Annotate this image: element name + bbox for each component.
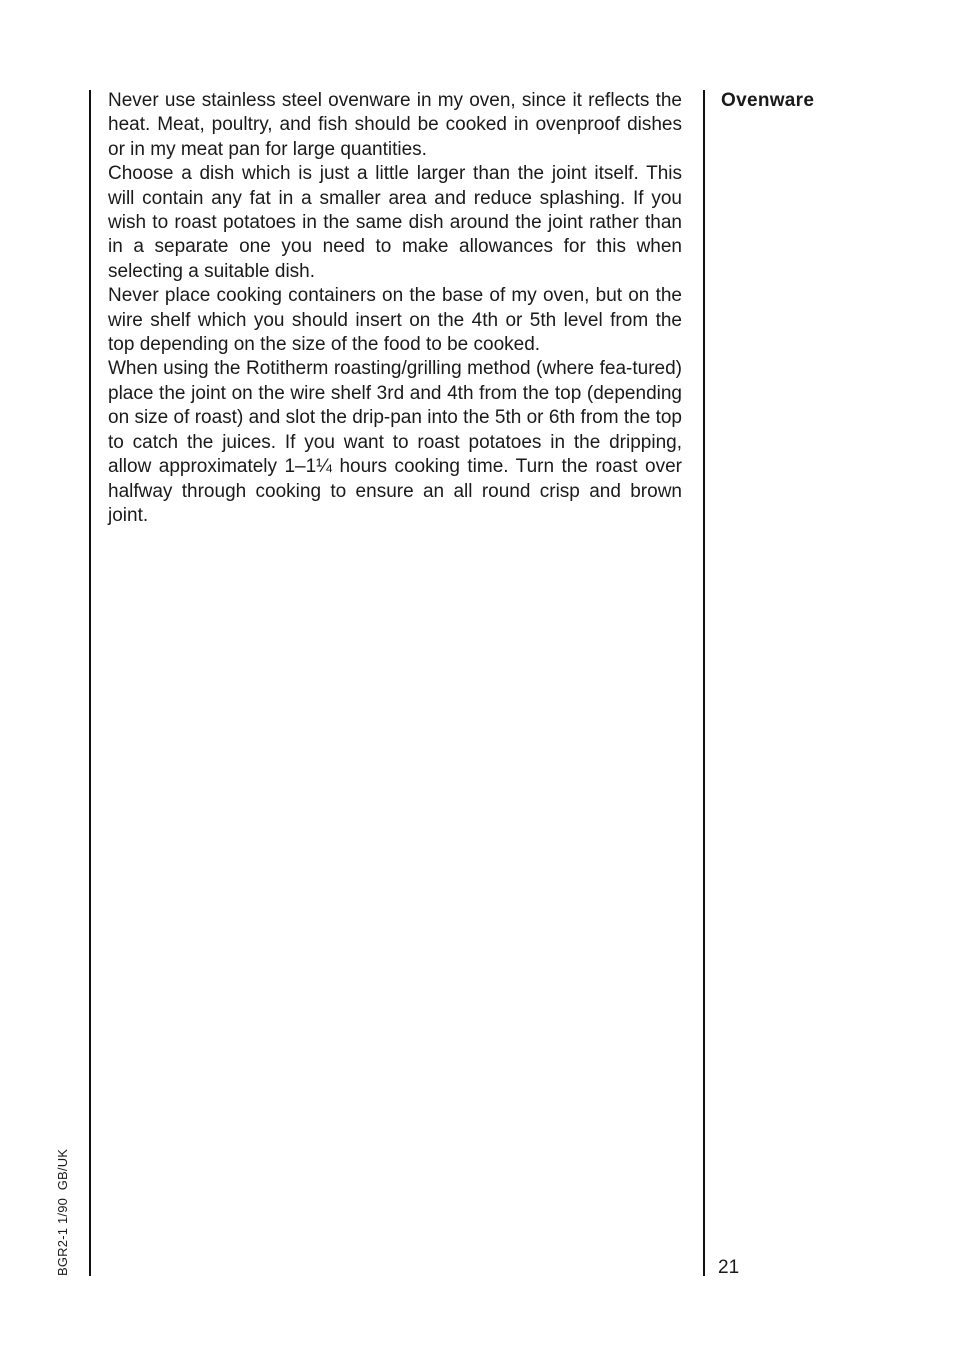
- body-text: [108, 89, 682, 528]
- section-heading: Ovenware: [721, 90, 815, 111]
- paragraph-choose-dish: Choose a dish which is just a little larger than the joint itself. This will contain any fat in a smaller area and reduce splashing. If you wish to roast potatoes in the same dish around the joint rather than in a separate one you need to make allowances for this when selecting a suitable dish.: [108, 163, 682, 282]
- page-number: 21: [718, 1257, 740, 1278]
- paragraph-stainless-steel: Never use stainless steel ovenware in my oven, since it reflects the heat. Meat, poultry, and fish should be cooked in ovenproof dishes or in my meat pan for large quantities.: [108, 90, 682, 160]
- paragraph-cooking-containers: Never place cooking containers on the base of my oven, but on the wire shelf which you should insert on the 4th or 5th level from the top depending on the size of the food to be cooked.: [108, 285, 682, 356]
- column-divider-rule: [703, 90, 705, 1276]
- paragraph-rotitherm: When using the Rotitherm roasting/grilling method (where fea-tured) place the joint on the wire shelf 3rd and 4th from the top (depending on size of roast) and slot the drip-pan into the 5th or 6th from the top to catch the juices. If you want to roast potatoes in the dripping, allow approximately 1–1¼ hours cooking time. Turn the roast over halfway through cooking to ensure an all round crisp and brown joint.: [108, 358, 682, 526]
- left-margin-rule: [89, 90, 91, 1276]
- document-code: BGR2-1 1/90 GB/UK: [55, 1148, 70, 1276]
